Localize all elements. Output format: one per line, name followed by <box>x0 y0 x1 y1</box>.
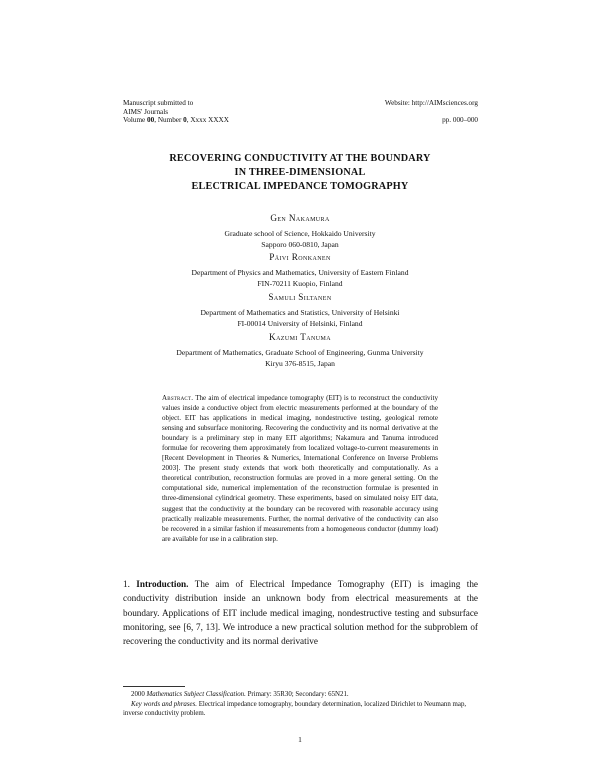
abstract <box>162 393 438 544</box>
author-name: Gen Nakamura <box>270 213 330 223</box>
author-affiliation: Department of Mathematics, Graduate School of Engineering, Gunma University Kiryu 376-8515, Japan <box>176 348 424 368</box>
abstract-text: The aim of electrical impedance tomography (EIT) is to reconstruct the conductivity values inside a conductive object from electric measurements performed at the boundary of the object. EIT has applications in medical imaging, nondestructive testing, geological remote sensing and subsurface monitoring. Recovering the conductivity and its normal derivative at the boundary is a preliminary step in many EIT algorithms; Nakamura and Tanuma introduced formulae for recovering them approximately from localized voltage-to-current measurements in [Recent Development in Theories & Numerics, International Conference on Inverse Problems 2003]. The present study extends that work both theoretically and computationally. As a theoretical contribution, reconstruction formulas are proved in a more general setting. On the computational side, numerical implementation of the reconstruction formulae is presented in three-dimensional cylindrical geometry. These experiments, based on simulated noisy EIT data, suggest that the conductivity at the boundary can be recovered with reasonable accuracy using practically realizable measurements. Further, the normal derivative of the conductivity can also be recovered in a similar fashion if measurements from a homogeneous conductor (dummy load) are available for use in a calibration step. <box>162 394 438 543</box>
section-heading: Introduction. <box>136 579 189 589</box>
website-header <box>278 99 478 125</box>
footnote-msc: 2000 Mathematics Subject Classification. Primary: 35R30; Secondary: 65N21. <box>131 691 349 698</box>
footnote-keywords: Key words and phrases. Electrical impedance tomography, boundary determination, localized Dirichlet to Neumann map, inverse conductivity problem. <box>123 700 467 718</box>
page-range: pp. 000–000 <box>442 116 478 125</box>
journal-name: AIMS' Journals <box>123 107 169 116</box>
section-number: 1. <box>123 579 130 589</box>
title-line-2: IN THREE-DIMENSIONAL <box>234 167 366 178</box>
page-number: 1 <box>298 735 302 744</box>
manuscript-line: Manuscript submitted to <box>123 99 194 107</box>
introduction-section <box>123 577 478 648</box>
title-line-1: RECOVERING CONDUCTIVITY AT THE BOUNDARY <box>169 153 431 164</box>
abstract-label: Abstract. <box>162 394 194 402</box>
author-affiliation: Department of Physics and Mathematics, University of Eastern Finland FIN-70211 Kuopio, Finland <box>191 268 409 288</box>
website-link[interactable]: Website: http://AIMsciences.org <box>384 99 478 107</box>
author-affiliation: Department of Mathematics and Statistics, University of Helsinki FI-00014 University of Helsinki, Finland <box>200 308 400 328</box>
volume-line: Volume 00, Number 0, Xxxx XXXX <box>123 116 229 125</box>
title-line-3: ELECTRICAL IMPEDANCE TOMOGRAPHY <box>191 181 409 192</box>
footnotes <box>123 690 478 719</box>
footnote-rule <box>123 686 185 687</box>
author-name: Kazumi Tanuma <box>269 332 331 342</box>
section-text: The aim of Electrical Impedance Tomography (EIT) is imaging the conductivity distribution inside an unknown body from electrical measurements at the boundary. Applications of EIT include medical imaging, nondestructive testing and subsurface monitoring, see [6, 7, 13]. We introduce a new practical solution method for the subproblem of recovering the conductivity and its normal derivative <box>123 579 478 647</box>
author-affiliation: Graduate school of Science, Hokkaido University Sapporo 060-0810, Japan <box>224 229 376 249</box>
author-name: Samuli Siltanen <box>268 292 332 302</box>
author-name: Päivi Ronkanen <box>269 252 331 262</box>
paper-title <box>100 152 500 194</box>
